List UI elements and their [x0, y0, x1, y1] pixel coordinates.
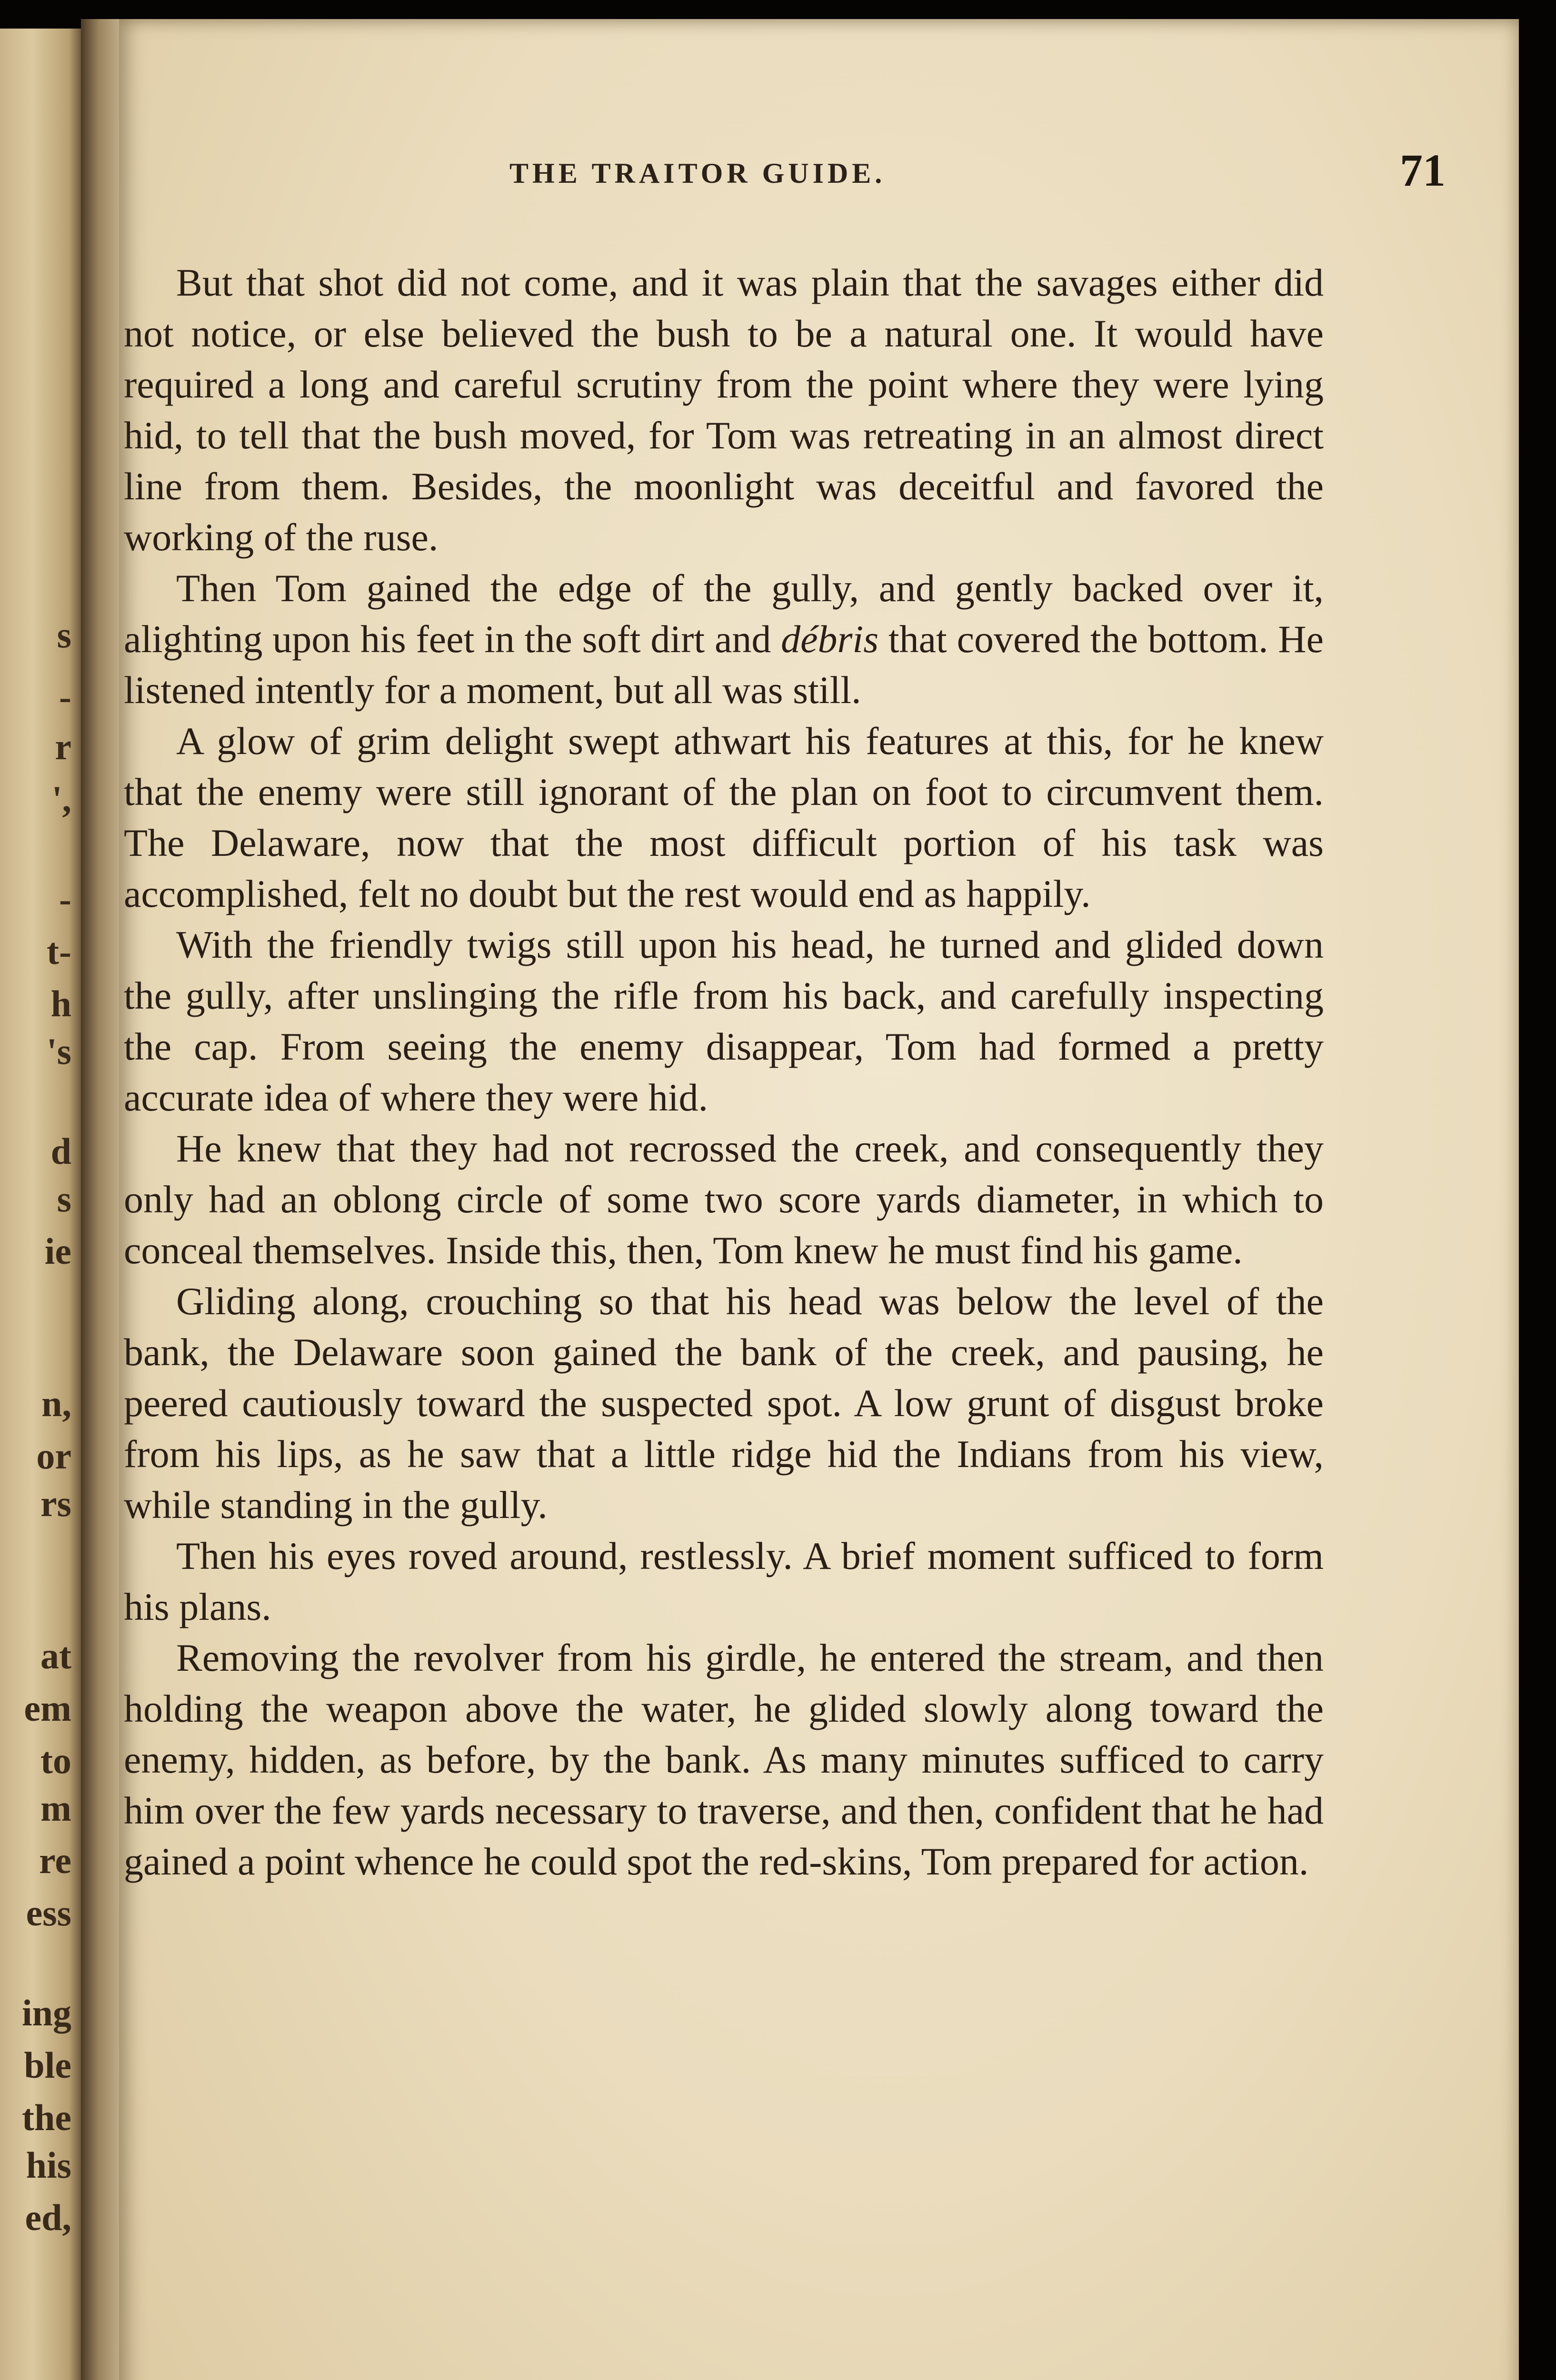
paragraph-text: Gliding along, crouching so that his head was below the level of the bank, the Delaware soon gained the bank of the creek, and pausing, he peered cautiously toward the suspected spot. A low grunt of disgust broke from his lips, as he saw that a little ridge hid the Indians from his view, while standing in the gully. — [124, 1279, 1324, 1527]
paragraph — [124, 563, 1324, 715]
prev-page-fragment: re — [39, 1840, 71, 1881]
italic-word: débris — [781, 617, 879, 661]
paragraph — [124, 715, 1324, 919]
running-head: THE TRAITOR GUIDE. — [509, 158, 886, 189]
prev-page-fragment: h — [50, 983, 71, 1024]
prev-page-fragment: - — [59, 878, 71, 920]
paragraph — [124, 1123, 1324, 1276]
paragraph — [124, 919, 1324, 1123]
prev-page-fragment: his — [26, 2144, 71, 2186]
paragraph-text: Then his eyes roved around, restlessly. A brief moment sufficed to form his plans. — [124, 1534, 1324, 1628]
prev-page-fragment: 's — [46, 1031, 71, 1072]
prev-page-fragment: ing — [21, 1992, 71, 2033]
paragraph-text: Removing the revolver from his girdle, he entered the stream, and then holding the weapon above the water, he glided slowly along toward the enemy, hidden, as before, by the bank. As many minutes sufficed to carry him over the few yards necessary to traverse, and then, confident that he had gained a point whence he could spot the red-skins, Tom prepared for action. — [124, 1636, 1324, 1883]
paragraph — [124, 1632, 1324, 1887]
paragraph-text: Then Tom gained the edge of the gully, and gently backed over it, alighting upon his feet in the soft dirt and — [124, 566, 1324, 661]
prev-page-fragment: m — [40, 1787, 71, 1829]
prev-page-fragment: n, — [41, 1383, 71, 1424]
prev-page-fragment: or — [36, 1435, 71, 1477]
paragraph — [124, 1276, 1324, 1530]
prev-page-fragment: s — [57, 1178, 71, 1220]
paragraph-text: But that shot did not come, and it was plain that the savages either did not notice, or else believed the bush to be a natural one. It would have required a long and careful scrutiny from the point where they were lying hid, to tell that the bush moved, for Tom was retreating in an almost direct line from them. Besides, the moonlight was deceitful and favored the working of the ruse. — [124, 261, 1324, 559]
prev-page-fragment: rs — [40, 1483, 71, 1524]
page-number: 71 — [1400, 145, 1446, 196]
prev-page-fragment: - — [59, 676, 71, 717]
paragraph-text: that covered the bottom. He listened intently for a moment, but all was still. — [124, 617, 1324, 712]
prev-page-fragment: ed, — [25, 2197, 71, 2238]
prev-page-fragment: at — [40, 1635, 71, 1676]
prev-page-fragment: s — [57, 614, 71, 655]
prev-page-fragment: ble — [24, 2044, 71, 2086]
book-page — [119, 19, 1519, 2380]
prev-page-fragment: r — [55, 726, 71, 767]
prev-page-fragment: the — [22, 2097, 71, 2138]
body-text — [124, 257, 1324, 1887]
paragraph-text: A glow of grim delight swept athwart his features at this, for he knew that the enemy were still ignorant of the plan on foot to circumvent them. The Delaware, now that the most difficult portion of his task was accomplished, felt no doubt but the rest would end as happily. — [124, 719, 1324, 915]
paragraph — [124, 1530, 1324, 1632]
prev-page-fragment: ', — [51, 778, 71, 820]
prev-page-fragment: t- — [47, 931, 71, 972]
prev-page-fragment: ess — [26, 1892, 71, 1934]
prev-page-fragment: em — [24, 1687, 71, 1729]
paragraph-text: He knew that they had not recrossed the creek, and consequently they only had an oblong circle of some two score yards diameter, in which to conceal themselves. Inside this, then, Tom knew he must find his game. — [124, 1127, 1324, 1272]
prev-page-fragment: d — [50, 1130, 71, 1172]
paragraph — [124, 257, 1324, 563]
previous-page-edge — [0, 29, 81, 2380]
prev-page-fragment: to — [40, 1740, 71, 1781]
prev-page-fragment: ie — [44, 1230, 71, 1272]
paragraph-text: With the friendly twigs still upon his head, he turned and glided down the gully, after unslinging the rifle from his back, and carefully inspecting the cap. From seeing the enemy disappear, Tom had formed a pretty accurate idea of where they were hid. — [124, 923, 1324, 1119]
